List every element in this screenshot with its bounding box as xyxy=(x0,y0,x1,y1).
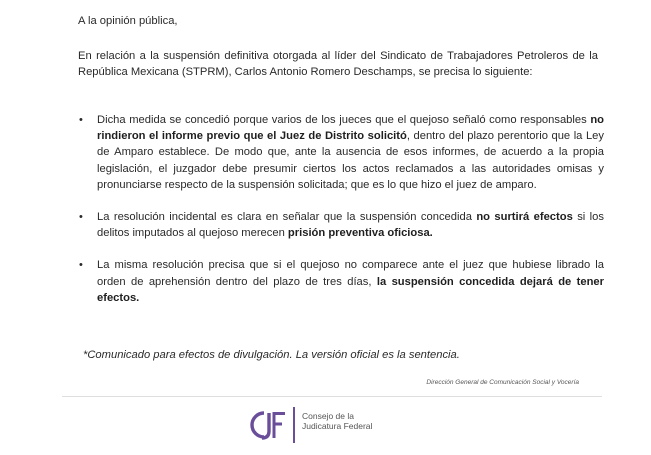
bullet-emphasis: prisión preventiva oficiosa. xyxy=(287,227,433,240)
logo-line-2: Judicatura Federal xyxy=(302,421,373,431)
signature-line: Dirección General de Comunicación Social y Vocería xyxy=(426,379,579,386)
bullet-dot-icon: • xyxy=(79,211,83,224)
logo-divider xyxy=(293,407,295,443)
bullet-emphasis: no surtirá efectos xyxy=(476,211,573,224)
cjf-logo xyxy=(247,403,427,449)
bullet-text: si los delitos imputados al quejoso merecen xyxy=(97,211,604,240)
bullet-item-3 xyxy=(78,257,604,306)
bullet-text: , dentro del plazo perentorio que la Ley de Amparo establece. De modo que, ante la ausencia de esos informes, de acuerdo a la propia legislación, el juzgador debe presumir ciertos los actos reclamados a las autoridades omisas y pronunciarse respecto de la suspensión solicitada; que es lo que hizo el juez de amparo. xyxy=(97,130,604,191)
bullet-list xyxy=(78,112,604,306)
greeting: A la opinión pública, xyxy=(78,15,178,27)
cjf-monogram-icon xyxy=(247,407,287,443)
bullet-emphasis: la suspensión concedida dejará de tener efectos. xyxy=(97,275,604,304)
bullet-text: La misma resolución precisa que si el quejoso no comparece ante el juez que hubiese librado la orden de aprehensión dentro del plazo de tres días, xyxy=(97,259,604,288)
bullet-item-1 xyxy=(78,112,604,193)
divider xyxy=(62,396,602,397)
bullet-text: Dicha medida se concedió porque varios de los jueces que el quejoso señaló como responsables xyxy=(97,114,591,126)
intro-paragraph: En relación a la suspensión definitiva otorgada al líder del Sindicato de Trabajadores Petroleros de la República Mexicana (STPRM), Carlos Antonio Romero Deschamps, se precisa lo siguiente: xyxy=(78,50,598,79)
bullet-item-2 xyxy=(78,209,604,241)
bullet-dot-icon: • xyxy=(79,114,83,126)
bullet-emphasis: no rindieron el informe previo que el Juez de Distrito solicitó xyxy=(97,114,604,143)
logo-text xyxy=(302,411,422,431)
bullet-dot-icon: • xyxy=(79,259,83,272)
disclaimer-note: *Comunicado para efectos de divulgación. La versión oficial es la sentencia. xyxy=(83,349,460,361)
logo-line-1: Consejo de la xyxy=(302,411,354,421)
bullet-text: La resolución incidental es clara en señalar que la suspensión concedida xyxy=(97,211,477,224)
